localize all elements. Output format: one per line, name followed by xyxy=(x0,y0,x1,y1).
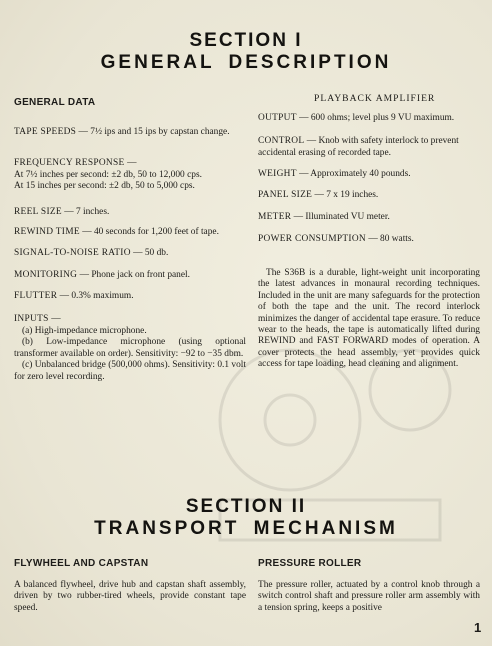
panel-size-spec xyxy=(258,190,482,202)
section-1-number: SECTION I xyxy=(189,30,303,51)
rewind-time-value: — 40 seconds for 1,200 feet of tape. xyxy=(79,227,219,237)
frequency-response-line-1: At 7½ inches per second: ±2 db, 50 to 12,000 cps. xyxy=(14,169,202,180)
frequency-response-spec xyxy=(14,158,246,193)
frequency-response-line-2: At 15 inches per second: ±2 db, 50 to 5,000 cps. xyxy=(14,181,195,192)
playback-amplifier-heading: PLAYBACK AMPLIFIER xyxy=(314,93,436,104)
meter-spec xyxy=(258,212,482,224)
control-spec xyxy=(258,136,482,159)
control-label: CONTROL xyxy=(258,136,305,146)
section-2-title: TRANSPORT MECHANISM xyxy=(94,518,398,539)
monitoring-spec xyxy=(14,270,242,282)
reel-size-spec xyxy=(14,207,242,219)
flywheel-paragraph: A balanced flywheel, drive hub and capstan shaft assembly, driven by two rubber-tired wheels, provide constant tape speed. xyxy=(14,580,246,613)
weight-spec xyxy=(258,169,482,181)
input-b: (b) Low-impedance microphone (using optional transformer available on order). Sensitivity: −92 to −35 dbm. xyxy=(14,337,246,359)
inputs-label: INPUTS — xyxy=(14,314,61,324)
meter-label: METER xyxy=(258,212,292,222)
tape-speeds-label: TAPE SPEEDS xyxy=(14,127,77,137)
flutter-label: FLUTTER xyxy=(14,291,58,301)
rewind-time-spec xyxy=(14,227,246,239)
power-label: POWER CONSUMPTION xyxy=(258,234,366,244)
weight-label: WEIGHT xyxy=(258,169,297,179)
frequency-response-label: FREQUENCY RESPONSE — xyxy=(14,158,137,168)
page-number: 1 xyxy=(474,620,482,635)
monitoring-value: — Phone jack on front panel. xyxy=(77,270,190,280)
section-1-title: GENERAL DESCRIPTION xyxy=(100,52,392,73)
input-c: (c) Unbalanced bridge (500,000 ohms). Sensitivity: 0.1 volt for zero level recording. xyxy=(14,360,246,382)
flutter-value: — 0.3% maximum. xyxy=(57,291,134,301)
pressure-roller-heading: PRESSURE ROLLER xyxy=(258,558,362,569)
output-label: OUTPUT xyxy=(258,113,297,123)
section-2-number: SECTION II xyxy=(185,496,307,517)
output-spec xyxy=(258,113,482,125)
snr-label: SIGNAL-TO-NOISE RATIO xyxy=(14,248,131,258)
tape-speeds-spec xyxy=(14,127,242,139)
reel-size-value: — 7 inches. xyxy=(61,207,110,217)
weight-value: — Approximately 40 pounds. xyxy=(296,169,411,179)
power-spec xyxy=(258,234,482,246)
meter-value: — Illuminated VU meter. xyxy=(291,212,390,222)
monitoring-label: MONITORING xyxy=(14,270,78,280)
input-a: (a) High-impedance microphone. xyxy=(22,325,147,336)
inputs-spec xyxy=(14,314,246,384)
snr-value: — 50 db. xyxy=(130,248,169,258)
flywheel-heading: FLYWHEEL AND CAPSTAN xyxy=(14,558,149,569)
unit-description-paragraph: The S36B is a durable, light-weight unit incorporating the latest advances in monaural recording techniques. Included in the unit are many safeguards for the protection of both the tape and the unit. The record interlock minimizes the danger of accidental tape erasure. To reduce wear to the heads, the tape is automatically lifted during REWIND and FAST FORWARD modes of operation. A cover protects the head assembly, yet provides quick access for tape loading, head cleaning and alignment. xyxy=(258,268,480,370)
control-value: — Knob with safety interlock to prevent accidental erasing of recorded tape. xyxy=(258,136,459,158)
panel-size-label: PANEL SIZE xyxy=(258,190,313,200)
output-value: — 600 ohms; level plus 9 VU maximum. xyxy=(296,113,455,123)
general-data-heading: GENERAL DATA xyxy=(14,97,96,108)
snr-spec xyxy=(14,248,242,260)
rewind-time-label: REWIND TIME xyxy=(14,227,80,237)
flutter-spec xyxy=(14,291,242,303)
reel-size-label: REEL SIZE xyxy=(14,207,62,217)
tape-speeds-value: — 7½ ips and 15 ips by capstan change. xyxy=(76,127,230,137)
pressure-roller-paragraph: The pressure roller, actuated by a control knob through a switch control shaft and pressure roller arm assembly with a tension spring, keeps a positive xyxy=(258,580,480,613)
panel-size-value: — 7 x 19 inches. xyxy=(312,190,379,200)
power-value: — 80 watts. xyxy=(365,234,414,244)
